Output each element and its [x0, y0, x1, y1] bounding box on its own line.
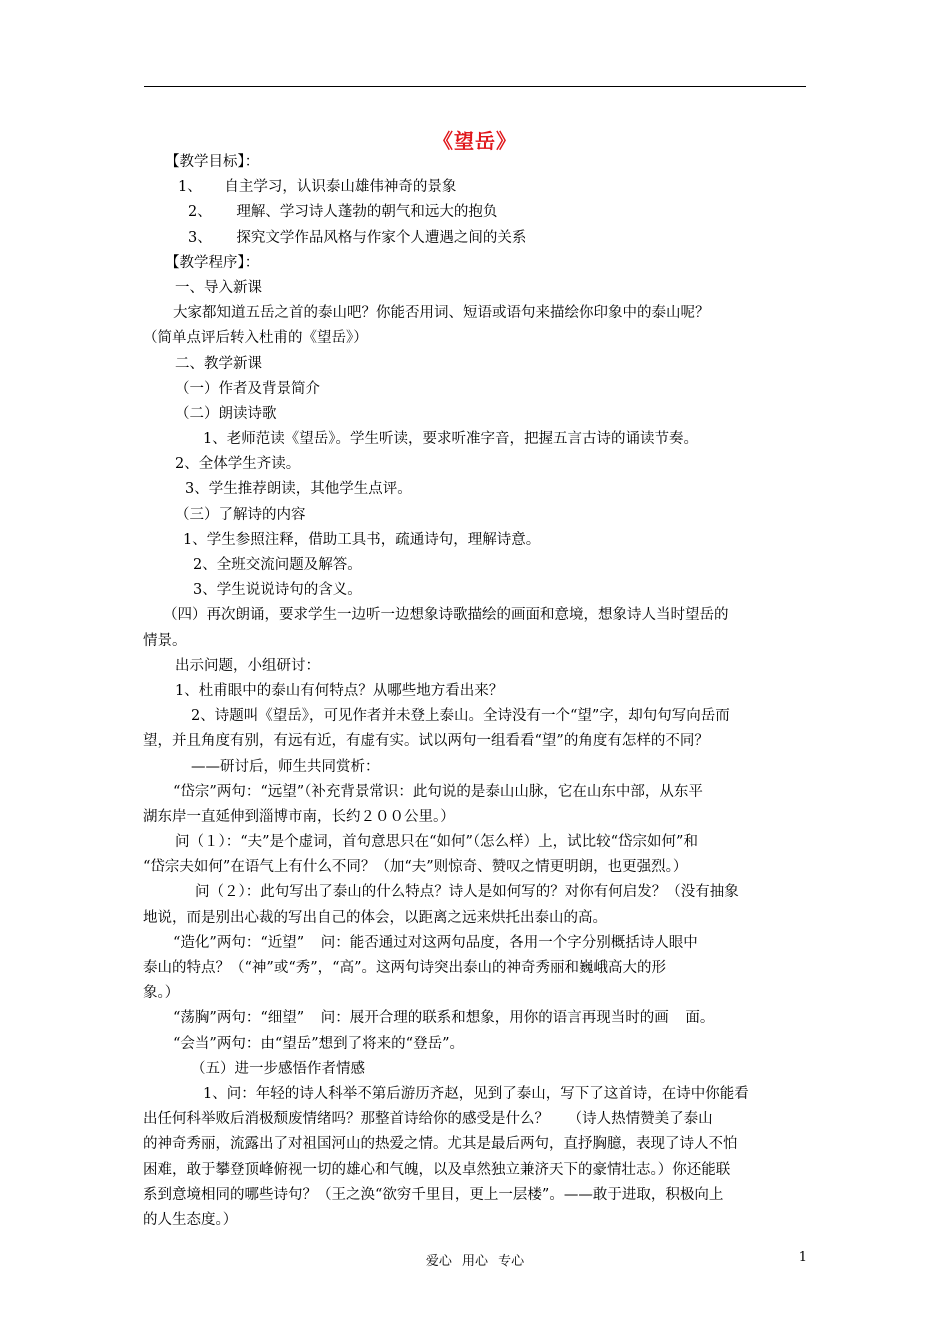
text-line: （二）朗读诗歌: [175, 405, 277, 422]
text-line: 1、老师范读《望岳》。学生听读，要求听准字音，把握五言古诗的诵读节奏。: [203, 431, 698, 448]
header-rule: [144, 86, 806, 87]
text-line: 1、问：年轻的诗人科举不第后游历齐赵，见到了泰山，写下了这首诗，在诗中你能看: [203, 1085, 749, 1102]
text-line: 地说，而是别出心裁的写出自己的体会，以距离之远来烘托出泰山的高。: [143, 909, 607, 926]
text-line: “岱宗”两句：“远望”（补充背景常识：此句说的是泰山山脉，它在山东中部，从东平: [173, 783, 703, 800]
text-line: 问（１）：“夫”是个虚词，首句意思只在“如何”（怎么样）上，试比较“岱宗如何”和: [175, 834, 698, 851]
text-line: 大家都知道五岳之首的泰山吧？你能否用词、短语或语句来描绘你印象中的泰山呢？: [173, 305, 710, 322]
text-line: 的神奇秀丽，流露出了对祖国河山的热爱之情。尤其是最后两句，直抒胸臆，表现了诗人不怕: [143, 1136, 738, 1153]
text-line: ——研讨后，师生共同赏析：: [191, 758, 380, 775]
text-line: （三）了解诗的内容: [175, 506, 306, 523]
text-line: “岱宗夫如何”在语气上有什么不同？（加“夫”则惊奇、赞叹之情更明朗，也更强烈。）: [143, 859, 688, 876]
text-line: （四）再次朗诵，要求学生一边听一边想象诗歌描绘的画面和意境，想象诗人当时望岳的: [163, 607, 729, 624]
text-line: 情景。: [143, 632, 187, 649]
text-line: 望，并且角度有别，有远有近，有虚有实。试以两句一组看看“望”的角度有怎样的不同？: [143, 733, 709, 750]
text-line: 问（２）：此句写出了泰山的什么特点？诗人是如何写的？对你有何启发？（没有抽象: [195, 884, 739, 901]
text-line: 2、全体学生齐读。: [175, 456, 301, 473]
text-line: 湖东岸一直延伸到淄博市南，长约２００公里。）: [143, 808, 455, 825]
text-line: 2、诗题叫《望岳》，可见作者并未登上泰山。全诗没有一个“望”字，却句句写向岳而: [191, 708, 730, 725]
text-line: 一、导入新课: [175, 279, 262, 296]
text-line: “荡胸”两句：“细望” 问：展开合理的联系和想象，用你的语言再现当时的画 面。: [173, 1010, 715, 1027]
text-line: （五）进一步感悟作者情感: [191, 1060, 365, 1077]
text-line: （简单点评后转入杜甫的《望岳》）: [143, 330, 368, 347]
section-heading: 【教学程序】：: [165, 254, 260, 271]
text-line: 3、学生说说诗句的含义。: [193, 582, 362, 599]
text-line: “造化”两句：“近望” 问：能否通过对这两句品度，各用一个字分别概括诗人眼中: [173, 934, 698, 951]
page-footer: 爱心 用心 专心: [425, 1254, 525, 1269]
text-line: 3、学生推荐朗读，其他学生点评。: [185, 481, 412, 498]
section-heading: 【教学目标】：: [165, 154, 260, 170]
text-line: 二、教学新课: [175, 355, 262, 372]
text-line: “会当”两句：由“望岳”想到了将来的“登岳”。: [173, 1035, 464, 1052]
objective-item: 2、 理解、学习诗人蓬勃的朝气和远大的抱负: [188, 204, 498, 221]
text-line: 象。）: [143, 985, 180, 1002]
text-line: （一）作者及背景简介: [175, 380, 320, 397]
text-line: 的人生态度。）: [143, 1211, 238, 1228]
objective-item: 1、 自主学习，认识泰山雄伟神奇的景象: [178, 179, 457, 196]
text-line: 系到意境相同的哪些诗句？（王之涣“欲穷千里目，更上一层楼”。——敢于进取，积极向上: [143, 1186, 724, 1203]
text-line: 出示问题，小组研讨：: [175, 657, 320, 674]
text-line: 1、杜甫眼中的泰山有何特点？从哪些地方看出来？: [175, 682, 504, 699]
text-line: 困难，敢于攀登顶峰俯视一切的雄心和气魄，以及卓然独立兼济天下的豪情壮志。）你还能联: [143, 1161, 731, 1178]
text-line: 1、学生参照注释，借助工具书，疏通诗句，理解诗意。: [183, 531, 541, 548]
text-line: 2、全班交流问题及解答。: [193, 557, 362, 573]
document-title: 《望岳》: [433, 129, 517, 153]
page-number: 1: [798, 1250, 807, 1265]
document-body: [143, 150, 807, 1233]
text-line: 出任何科举败后消极颓废情绪吗？那整首诗给你的感受是什么？ （诗人热情赞美了泰山: [143, 1111, 713, 1128]
text-line: 泰山的特点？（“神”或“秀”，“高”。这两句诗突出泰山的神奇秀丽和巍峨高大的形: [143, 960, 666, 976]
objective-item: 3、 探究文学作品风格与作家个人遭遇之间的关系: [188, 229, 527, 246]
